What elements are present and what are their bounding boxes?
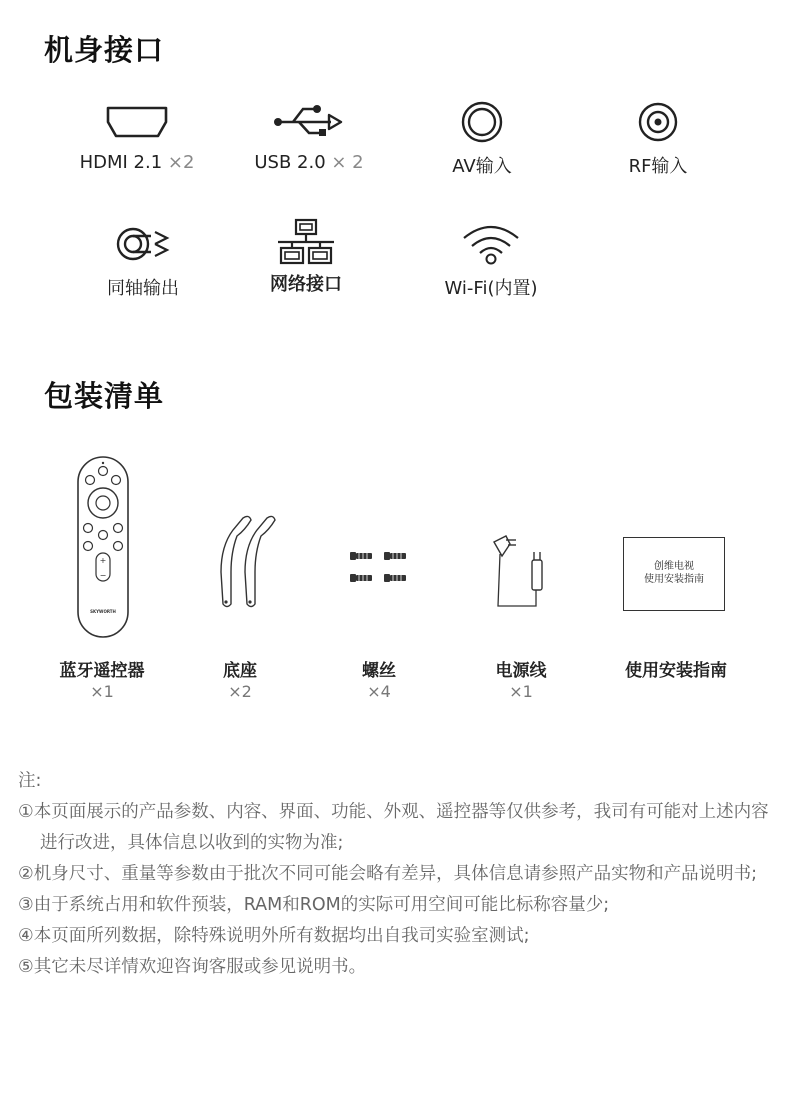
av-icon	[460, 100, 504, 144]
notes-heading: 注:	[18, 771, 42, 791]
hdmi-icon	[102, 100, 172, 144]
ports-section-title: 机身接口	[44, 33, 165, 67]
port-multiplier: × 2	[331, 152, 364, 173]
port-coaxial	[68, 222, 218, 300]
port-rf	[583, 100, 733, 178]
package-item-name: 使用安装指南	[625, 661, 727, 681]
port-label: Wi-Fi(内置)	[444, 278, 538, 299]
port-network	[231, 218, 381, 296]
remote-brand-text: SKYWORTH	[90, 609, 116, 614]
note-item: ⑤其它未尽详情欢迎咨询客服或参见说明书。	[18, 957, 367, 977]
power-cord-image	[484, 532, 554, 612]
note-item: ④本页面所列数据，除特殊说明外所有数据均出自我司实验室测试;	[18, 926, 530, 946]
remote-control-image	[76, 455, 130, 639]
svg-text:−: −	[99, 571, 107, 580]
rf-icon	[636, 100, 680, 144]
note-item: ③由于系统占用和软件预装，RAM和ROM的实际可用空间可能比标称容量少;	[18, 895, 610, 915]
package-item-qty: ×1	[90, 682, 114, 701]
package-section-title: 包装清单	[44, 379, 165, 413]
note-item: ①本页面展示的产品参数、内容、界面、功能、外观、遥控器等仅供参考，我司有可能对上述内容进行改进，具体信息以收到的实物为准;	[18, 802, 769, 853]
port-label: USB 2.0	[254, 152, 326, 173]
port-label: RF输入	[628, 156, 688, 177]
port-label: 同轴输出	[107, 278, 179, 299]
port-label: AV输入	[452, 156, 512, 177]
note-item: ②机身尺寸、重量等参数由于批次不同可能会略有差异，具体信息请参照产品实物和产品说明书;	[18, 864, 758, 884]
package-item-qty: ×1	[509, 682, 533, 701]
manual-cover-line1: 创维电视	[654, 561, 694, 572]
port-usb	[234, 100, 384, 173]
usb-icon	[269, 100, 349, 144]
package-item-power-cord	[481, 656, 561, 701]
port-multiplier: ×2	[167, 152, 195, 173]
coaxial-icon	[111, 222, 175, 266]
port-av	[407, 100, 557, 178]
network-icon	[276, 218, 336, 266]
installation-manual-image	[623, 537, 725, 611]
package-item-screws	[339, 656, 419, 701]
svg-text:+: +	[99, 556, 107, 565]
package-item-name: 蓝牙遥控器	[59, 661, 145, 681]
base-stand-image	[205, 512, 285, 612]
package-item-remote	[52, 656, 152, 701]
manual-cover-line2: 使用安装指南	[644, 574, 704, 585]
port-hdmi	[62, 100, 212, 173]
port-wifi	[416, 222, 566, 300]
package-item-qty: ×2	[228, 682, 252, 701]
notes-section	[18, 766, 778, 983]
port-label: HDMI 2.1	[79, 152, 163, 173]
package-item-base	[200, 656, 280, 701]
package-item-name: 螺丝	[362, 661, 396, 681]
package-item-manual	[614, 656, 738, 682]
port-label: 网络接口	[270, 274, 342, 295]
package-item-name: 电源线	[495, 661, 547, 681]
package-item-name: 底座	[223, 661, 257, 681]
screws-image	[348, 548, 412, 588]
wifi-icon	[459, 222, 523, 266]
package-item-qty: ×4	[367, 682, 391, 701]
